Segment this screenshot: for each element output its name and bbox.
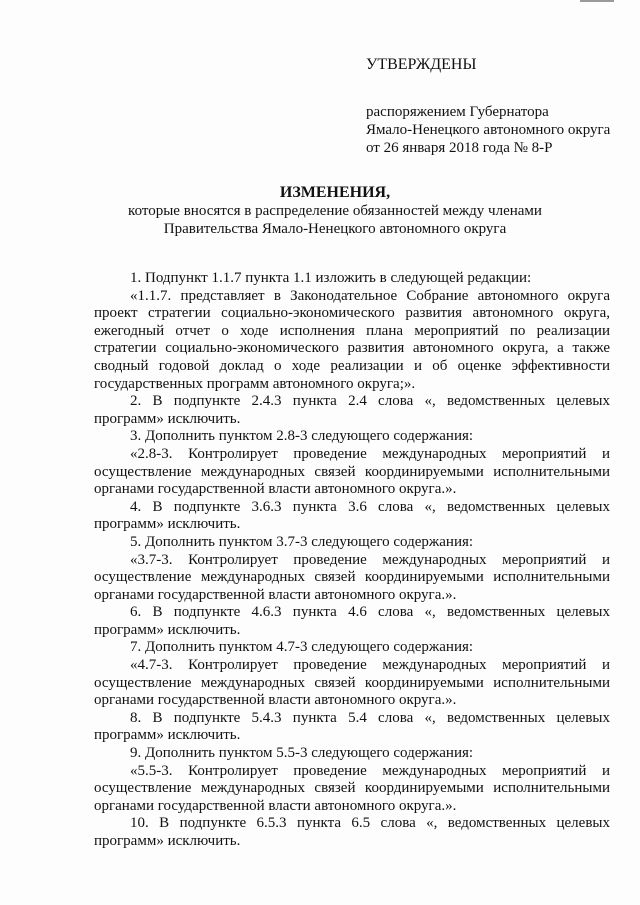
paragraph: 5. Дополнить пунктом 3.7-3 следующего содержания: [130,533,474,550]
paragraph: «5.5-3. Контролирует проведение международных мероприятий и осуществление международных связей координируемыми исполнительными органами государственной власти автономного округа.». [94,762,610,814]
document-subtitle-line-2: Правительства Ямало-Ненецкого автономного округа [163,221,507,237]
paragraph: 1. Подпункт 1.1.7 пункта 1.1 изложить в следующей редакции: [130,270,532,286]
paragraph: 4. В подпункте 3.6.3 пункта 3.6 слова «, ведомственных целевых программ» исключить. [94,498,610,533]
document-title: ИЗМЕНЕНИЯ, [279,184,391,201]
paragraph: 10. В подпункте 6.5.3 пункта 6.5 слова «, ведомственных целевых программ» исключить. [94,815,610,849]
paragraph: «3.7-3. Контролирует проведение международных мероприятий и осуществление международных связей координируемыми исполнительными органами государственной власти автономного округа.». [94,551,610,603]
approval-line-region: Ямало-Ненецкого автономного округа [366,122,611,138]
paragraph: 3. Дополнить пунктом 2.8-3 следующего содержания: [130,428,474,445]
paragraph: 7. Дополнить пунктом 4.7-3 следующего содержания: [130,639,474,656]
approval-title: УТВЕРЖДЕНЫ [366,56,477,73]
paragraph: 6. В подпункте 4.6.3 пункта 4.6 слова «, ведомственных целевых программ» исключить. [94,604,610,638]
approval-block [366,56,626,157]
document-body [94,270,610,851]
paragraph: 8. В подпункте 5.4.3 пункта 5.4 слова «, ведомственных целевых программ» исключить. [94,709,610,744]
scan-corner-mark [580,0,614,2]
paragraph: 2. В подпункте 2.4.3 пункта 2.4 слова «, ведомственных целевых программ» исключить. [94,393,610,427]
approval-line-authority: распоряжением Губернатора [366,104,549,120]
paragraph: 9. Дополнить пунктом 5.5-3 следующего содержания: [130,745,474,762]
document-heading [60,184,610,238]
paragraph: «4.7-3. Контролирует проведение международных мероприятий и осуществление международных связей координируемыми исполнительными органами государственной власти автономного округа.». [94,657,610,709]
paragraph: «1.1.7. представляет в Законодательное Собрание автономного округа проект стратегии социально-экономического развития автономного округа, ежегодный отчет о ходе исполнения плана мероприятий по реализации стратегии социально-экономического развития автономного округа, а также сводный годовой доклад о ходе реализации и об оценке эффективности государственных программ автономного округа;». [94,287,610,392]
paragraph: «2.8-3. Контролирует проведение международных мероприятий и осуществление международных связей координируемыми исполнительными органами государственной власти автономного округа.». [94,445,610,498]
document-subtitle-line-1: которые вносятся в распределение обязанностей между членами [128,203,542,219]
approval-line-date: от 26 января 2018 года № 8-Р [366,140,553,156]
